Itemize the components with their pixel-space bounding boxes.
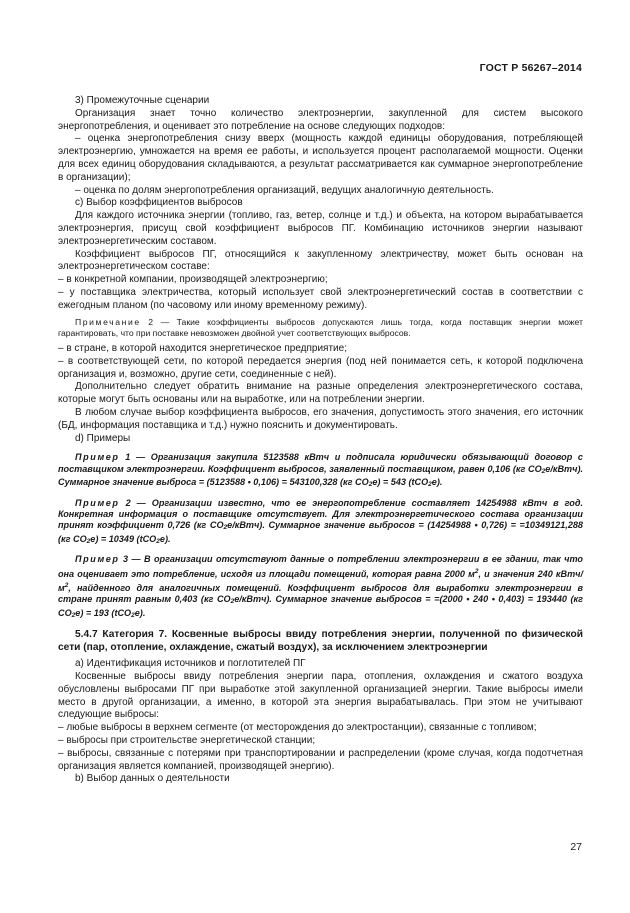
- page-number: 27: [570, 841, 582, 853]
- paragraph: c) Выбор коэффициентов выбросов: [75, 197, 243, 209]
- example-1: Пример 1 — Организация закупила 5123588 кВтч и подписала юридически обязывающий договор с поставщиком электроэнергии. Коэффициент выбросов, заявленный поставщиком, равен 0,106 (кг $CO_2е/кВтч$). Суммарное значение выброса = (5123588 • 0,106) = 543100,328 (кг $CO_2е) = 543$ (tCO$_2$е).: [58, 452, 583, 489]
- paragraph: b) Выбор данных о деятельности: [75, 773, 230, 785]
- paragraph: Организация знает точно количество электроэнергии, закупленной для систем высокого энергопотребления, и оценивает это потребление на основе следующих подходов:: [58, 107, 583, 132]
- example-3: Пример 3 — В организации отсутствуют данные о потреблении электроэнергии в ее здании, так что она оценивает это потребление, исходя из площади помещений, которая равна 2000 $м^2$, и значения 240 кВтч/$м^2$, найденного для аналогичных помещений. Коэффициент выбросов для выработки электроэнергии в стране принят равным 0,403 (кг $CO_2е/кВтч$). Суммарное значение выбросов = =(2000 • 240 • 0,403) = 193440 (кг $CO_2е) = 193$ (tCO$_2$е).: [58, 554, 584, 619]
- paragraph: 3) Промежуточные сценарии: [75, 95, 210, 106]
- note: [58, 317, 583, 339]
- section-heading: 5.4.7 Категория 7. Косвенные выбросы ввиду потребления энергии, полученной по физической сети (пар, отопление, охлаждение, сжатый воздух), за исключением электроэнергии: [58, 629, 583, 654]
- page-content: [58, 95, 583, 786]
- example-label: Пример: [75, 452, 120, 463]
- paragraph: d) Примеры: [75, 432, 131, 444]
- paragraph: a) Идентификация источников и поглотителей ПГ: [75, 658, 306, 670]
- example-label: Пример: [75, 497, 120, 508]
- list-item: – в конкретной компании, производящей электроэнергию;: [58, 274, 328, 286]
- list-item: – выбросы, связанные с потерями при транспортировании и распределении (кроме случая, когда подотчетная организация является компанией, производящей энергию).: [58, 747, 583, 772]
- document-code: ГОСТ Р 56267–2014: [479, 62, 582, 74]
- list-item: – любые выбросы в верхнем сегменте (от месторождения до электростанции), связанные с топливом;: [58, 722, 537, 734]
- paragraph: – оценка по долям энергопотребления организаций, ведущих аналогичную деятельность.: [75, 184, 494, 196]
- paragraph: Для каждого источника энергии (топливо, газ, ветер, солнце и т.д.) и объекта, на котором вырабатывается электроэнергия, присущ свой коэффициент выбросов ПГ. Комбинацию источников энергии называют электроэнергетическим составом.: [58, 210, 583, 247]
- paragraph: Дополнительно следует обратить внимание на разные определения электроэнергетического состава, которые могут быть основаны или на выработке, или на потреблении энергии.: [58, 381, 583, 406]
- list-item: – выбросы при строительстве энергетической станции;: [58, 734, 316, 746]
- paragraph: Коэффициент выбросов ПГ, относящийся к закупленному электричеству, может быть основан на электроэнергетическом составе:: [58, 248, 583, 273]
- note-text: 2 — Такие коэффициенты выбросов допускаются лишь тогда, когда поставщик энергии может гарантировать, что при поставке невозможен двойной учет соответствующих выбросов.: [58, 316, 583, 338]
- paragraph: – оценка энергопотребления снизу вверх (мощность каждой единицы оборудования, потребляющей электроэнергию, умножается на время ее работы, и используется процент располагаемой мощности. Оценки для всех единиц оборудования складываются, а результат рассматривается как суммарное энергопотребление в организации);: [58, 133, 583, 183]
- note-label: Примечание: [75, 316, 141, 327]
- example-label: Пример: [75, 554, 120, 565]
- example-2: Пример 2 — Организации известно, что ее энергопотребление составляет 14254988 кВтч в год. Конкретная информация о поставщике отсутствует. Для электроэнергетического состава организации принят коэффициент 0,726 (кг $CO_2е/кВтч$). Суммарное значение выбросов = (14254988 • 0,726) = =10349121,288 (кг $CO_2е) = 10349$ (tCO$_2$е).: [58, 497, 583, 545]
- paragraph: В любом случае выбор коэффициента выбросов, его значения, допустимость этого значения, его источник (БД, информация поставщика и т.д.) нужно пояснить и документировать.: [58, 406, 583, 431]
- list-item: – в стране, в которой находится энергетическое предприятие;: [58, 342, 347, 354]
- list-item: – у поставщика электричества, который использует свой электроэнергетический состав в соответствии с ежегодным планом (по часовому или иному временному режиму).: [58, 286, 583, 311]
- paragraph: Косвенные выбросы ввиду потребления энергии пара, отопления, охлаждения и сжатого воздуха обусловлены выбросами ПГ при выработке этой закупленной организацией энергии. Такие выбросы имели место в другой организации, а именно, в которой эта энергия вырабатывалась. При этом не учитывают следующие выбросы:: [58, 671, 583, 721]
- list-item: – в соответствующей сети, по которой передается энергия (под ней понимается сеть, к которой подключена организация и, возможно, другие сети, соединенные с ней).: [58, 355, 583, 380]
